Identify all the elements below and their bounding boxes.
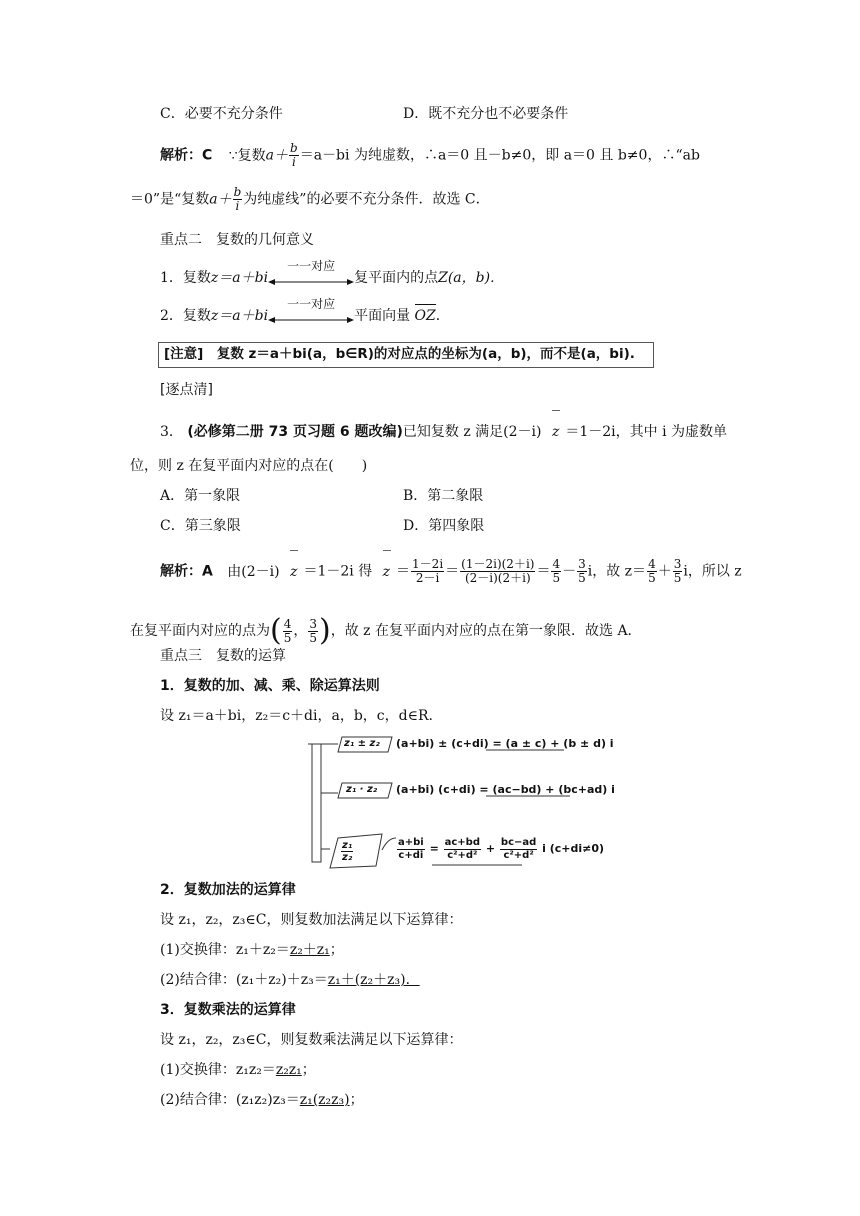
option-d: D．既不充分也不必要条件 xyxy=(403,106,569,122)
point-x-fraction: $\frac{4}{5}$ xyxy=(283,616,292,645)
multiplication-commutative: (1)交换律：z₁z₂＝z₂z₁； xyxy=(160,1062,316,1078)
multiplication-associative: (2)结合律：(z₁z₂)z₃＝z₁(z₂z₃)； xyxy=(160,1092,364,1108)
bidirectional-arrow-icon: 一一对应 xyxy=(268,268,354,288)
vector-oz: OZ xyxy=(414,308,436,324)
q3-option-c: C．第三象限 xyxy=(160,518,241,534)
operation-rules-heading: 1．复数的加、减、乘、除运算法则 xyxy=(160,678,380,694)
fraction-2: $\frac{(1-2i)(2+i)}{(2-i)(2+i)}$ xyxy=(461,557,535,585)
addition-laws-intro: 设 z₁，z₂，z₃∈C，则复数加法满足以下运算律： xyxy=(160,912,463,928)
point-y-fraction: $\frac{3}{5}$ xyxy=(309,616,317,645)
zhudianqing-label: [逐点清] xyxy=(160,382,213,398)
fraction-5: $\frac{4}{5}$ xyxy=(648,557,656,585)
option-c: C．必要不充分条件 xyxy=(160,106,283,122)
product-formula: (a+bi) (c+di) = (ac−bd) + (bc+ad) i xyxy=(396,783,615,796)
quotient-formula: $\frac{a+bi}{c+di}$ = $\frac{ac+bd}{\text{c²+d²}}$ + $\frac{bc-ad}{\text{c²+d²}}$ i (c+di≠0) xyxy=(398,836,605,861)
question-3-line-2: 位，则 z 在复平面内对应的点在( ) xyxy=(130,458,368,474)
operations-diagram xyxy=(308,734,615,874)
addition-laws-heading: 2．复数加法的运算律 xyxy=(160,882,296,898)
q3-option-b: B．第二象限 xyxy=(403,488,484,504)
q3-option-d: D．第四象限 xyxy=(403,518,485,534)
section-2-title: 重点二 复数的几何意义 xyxy=(160,232,314,248)
fraction-6: $\frac{3}{5}$ xyxy=(673,557,682,585)
addition-commutative: (1)交换律：z₁＋z₂＝z₂＋z₁； xyxy=(160,942,344,958)
analysis-1-line-1: 解析：C ∵复数a＋ $\frac{b}{i}$ ＝a－bi 为纯虚数，∴a＝0 且－b≠0，即 a＝0 且 b≠0，∴“ab xyxy=(160,141,700,169)
analysis-3-line-2: 在复平面内对应的点为( $\frac{4}{5}$ ， $\frac{3}{5}$ )，故 z 在复平面内对应的点在第一象限．故选 A． xyxy=(130,613,642,648)
sum-formula: (a+bi) ± (c+di) = (a ± c) + (b ± d) i xyxy=(396,737,614,750)
multiplication-laws-heading: 3．复数乘法的运算律 xyxy=(160,1002,296,1018)
fraction-4: $\frac{3}{5}$ xyxy=(578,557,586,585)
geometry-item-2: 2．复数z＝a＋bi 一一对应 平面向量 OZ． xyxy=(160,297,450,324)
addition-associative: (2)结合律：(z₁＋z₂)＋z₃＝z₁＋(z₂＋z₃)． xyxy=(160,972,420,988)
note-text: [注意] 复数 z＝a＋bi(a，b∈R)的对应点的坐标为(a，b)，而不是(a，bi). xyxy=(164,346,635,362)
box-product: z₁ · z₂ xyxy=(346,784,378,795)
geometry-item-1: 1．复数z＝a＋bi 一一对应 复平面内的点Z(a，b)． xyxy=(160,259,505,286)
fraction-b-over-i-2: $\frac{b}{i}$ xyxy=(233,185,242,213)
box-quotient: $\frac{\text{z₁}}{\text{z₂}}$ xyxy=(342,840,353,863)
question-3-line-1: 3． (必修第二册 73 页习题 6 题改编)已知复数 z 满足(2－i) z ＝1－2i，其中 i 为虚数单 xyxy=(160,424,728,440)
section-3-title: 重点三 复数的运算 xyxy=(160,648,286,664)
fraction-3: $\frac{4}{5}$ xyxy=(552,557,561,585)
z-conjugate: z xyxy=(551,424,560,440)
fraction-1: $\frac{1-2i}{2-i}$ xyxy=(412,557,444,585)
q3-option-a: A．第一象限 xyxy=(160,488,241,504)
analysis-1-line-2: ＝0”是“复数a＋ $\frac{b}{i}$ 为纯虚线”的必要不充分条件．故选 C． xyxy=(130,185,490,213)
analysis-label: 解析：C xyxy=(160,147,213,164)
multiplication-laws-intro: 设 z₁，z₂，z₃∈C，则复数乘法满足以下运算律： xyxy=(160,1032,463,1048)
bidirectional-arrow-icon-2: 一一对应 xyxy=(268,306,354,326)
analysis-3-line-1: 解析：A 由(2－i) z ＝1－2i 得 z ＝ $\frac{1-2i}{2-i}$ ＝ $\frac{(1-2i)(2+i)}{(2-i)(2+i)}$ ＝ $\frac{4}{5}$ － $\frac{3}{5}$ i，故 z＝ $\frac{4}{5}$ ＋ $\frac{3}{5}$ i，所以 z xyxy=(160,557,742,585)
set-z1-z2: 设 z₁＝a＋bi，z₂＝c＋di，a，b，c，d∈R. xyxy=(160,708,433,724)
box-sum: z₁ ± z₂ xyxy=(344,738,380,749)
fraction-b-over-i: $\frac{b}{i}$ xyxy=(290,141,298,169)
